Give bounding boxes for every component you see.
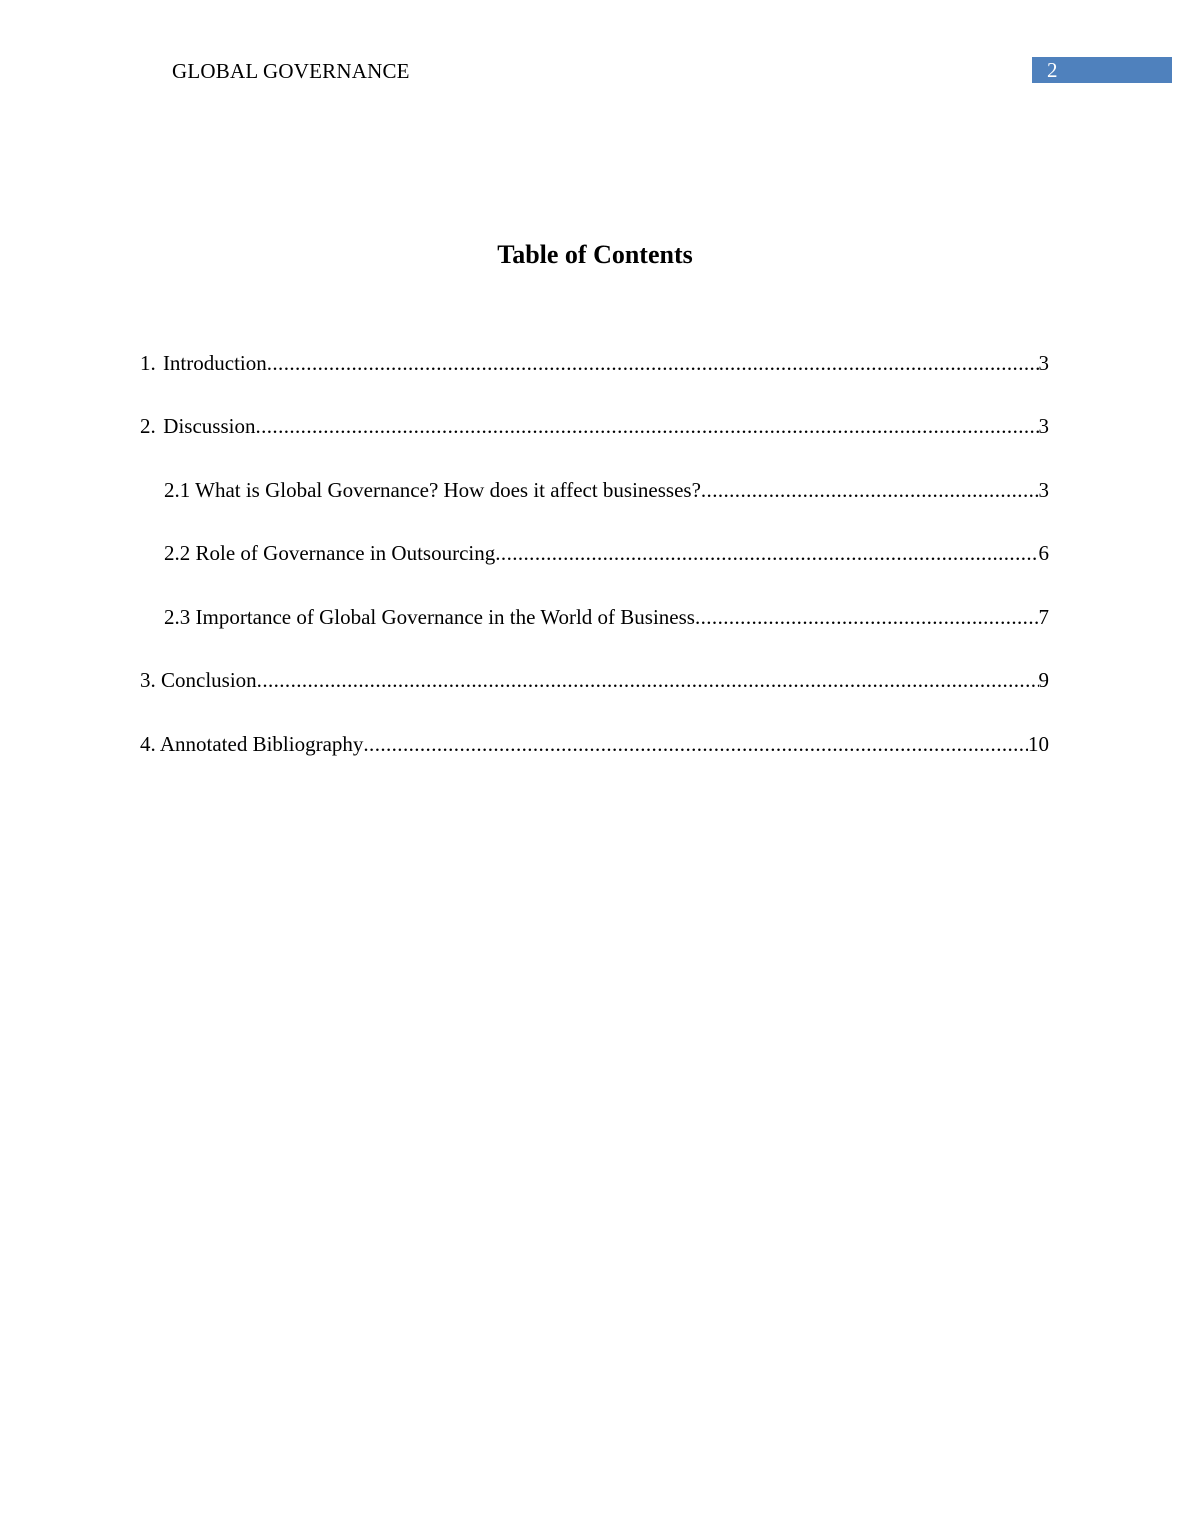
toc-leader-dots [255,411,1038,441]
toc-entry-page: 7 [1038,605,1049,629]
toc-entry-annotated-bibliography[interactable] [140,729,1049,759]
toc-entry-label: 3. Conclusion [140,668,257,692]
toc-entry-label: Discussion [163,414,256,438]
toc-entry-section-2-1[interactable] [164,475,1049,505]
toc-leader-dots [363,729,1028,759]
toc-leader-dots [695,602,1039,632]
page-number: 2 [1047,58,1058,82]
toc-entry-page: 6 [1038,541,1049,565]
toc-leader-dots [495,538,1038,568]
page-number-box [1032,57,1172,83]
toc-entry-section-2-3[interactable] [164,602,1049,632]
running-head: GLOBAL GOVERNANCE [172,59,410,83]
toc-entry-discussion[interactable] [140,411,1049,441]
toc-entry-section-2-2[interactable] [164,538,1049,568]
toc-leader-dots [701,475,1039,505]
toc-entry-page: 3 [1038,478,1049,502]
toc-title: Table of Contents [497,240,693,269]
toc-entry-label: Introduction [162,351,267,375]
toc-entry-label: 2.2 Role of Governance in Outsourcing [164,541,496,565]
toc-entry-number: 1. [140,351,156,375]
toc-entry-page: 10 [1028,732,1049,756]
toc-entry-page: 3 [1038,414,1049,438]
toc-leader-dots [267,348,1039,378]
toc-entry-introduction[interactable] [140,348,1049,378]
toc-entry-page: 9 [1038,668,1049,692]
toc-entry-page: 3 [1038,351,1049,375]
toc-entry-label: 2.1 What is Global Governance? How does it affect businesses? [164,478,701,502]
toc-entry-label: 2.3 Importance of Global Governance in the World of Business [164,605,695,629]
toc-entry-label: 4. Annotated Bibliography [140,732,364,756]
toc-leader-dots [257,665,1039,695]
toc-entry-number: 2. [140,414,156,438]
toc-entry-conclusion[interactable] [140,665,1049,695]
